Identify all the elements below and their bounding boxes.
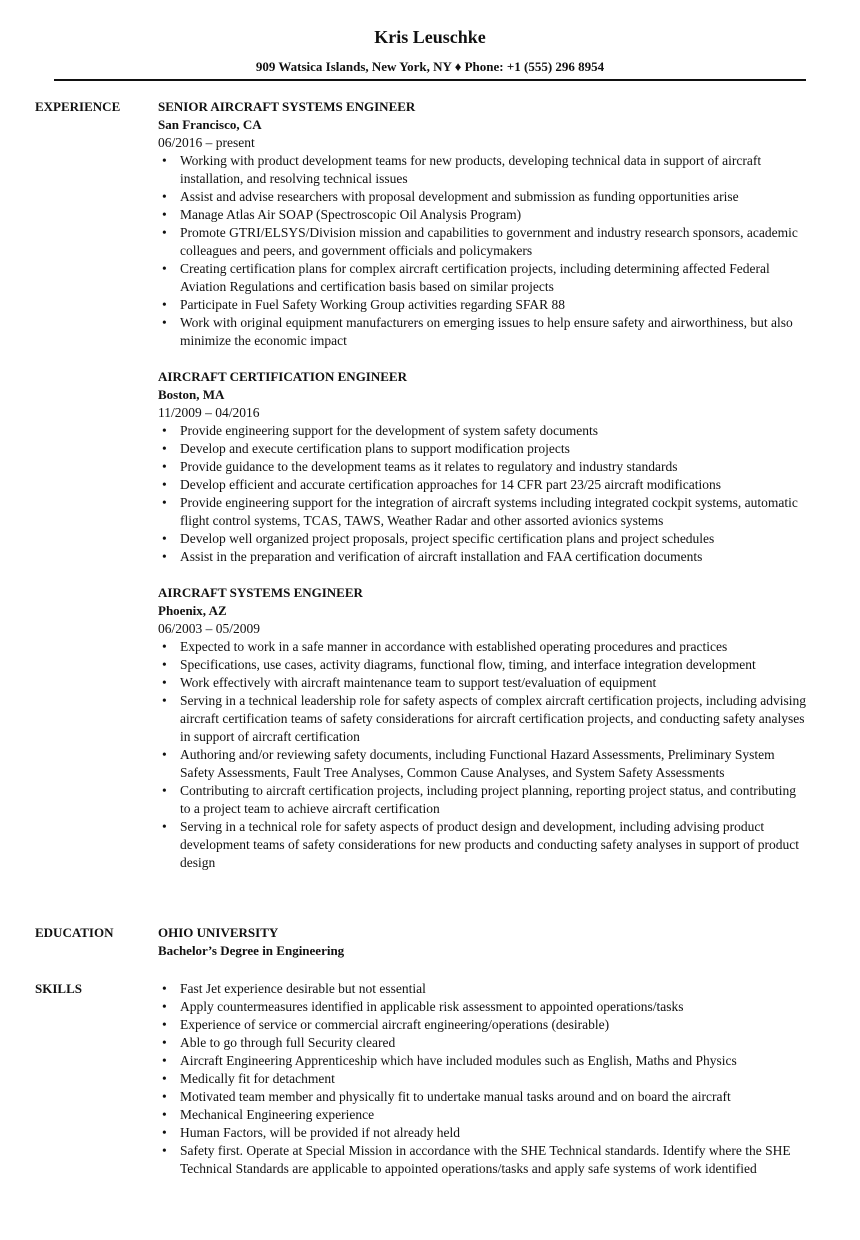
- duty-item: • Specifications, use cases, activity diagrams, functional flow, timing, and interface integration development: [158, 656, 808, 674]
- job-duties: [158, 638, 808, 872]
- job-title: AIRCRAFT SYSTEMS ENGINEER: [158, 585, 363, 600]
- skill-item: • Motivated team member and physically fit to undertake manual tasks around and on board the aircraft: [158, 1088, 808, 1106]
- skills-list: [158, 980, 808, 1178]
- duty-item: • Creating certification plans for complex aircraft certification projects, including determining affected Federal Aviation Regulations and certification basis based on similar projects: [158, 260, 808, 296]
- duty-item: • Working with product development teams for new products, developing technical data in support of aircraft installation, and resolving technical issues: [158, 152, 808, 188]
- duty-item: • Provide engineering support for the integration of aircraft systems including integrated cockpit systems, automatic flight control systems, TCAS, TAWS, Weather Radar and other assorted avionics systems: [158, 494, 808, 530]
- section-label-skills: SKILLS: [35, 981, 82, 996]
- job-title: AIRCRAFT CERTIFICATION ENGINEER: [158, 369, 407, 384]
- experience-content: [158, 98, 808, 890]
- skills-content: [158, 980, 808, 1178]
- job-dates: 11/2009 – 04/2016: [158, 405, 260, 420]
- job-location: San Francisco, CA: [158, 117, 262, 132]
- job-entry: [158, 98, 808, 350]
- skill-item: • Able to go through full Security cleared: [158, 1034, 808, 1052]
- duty-item: • Work effectively with aircraft maintenance team to support test/evaluation of equipment: [158, 674, 808, 692]
- section-label-education: EDUCATION: [35, 925, 114, 940]
- job-title: SENIOR AIRCRAFT SYSTEMS ENGINEER: [158, 99, 416, 114]
- duty-item: • Work with original equipment manufacturers on emerging issues to help ensure safety and airworthiness, but also minimize the economic impact: [158, 314, 808, 350]
- contact-line: 909 Watsica Islands, New York, NY ♦ Phone: +1 (555) 296 8954: [255, 59, 605, 74]
- job-dates: 06/2016 – present: [158, 135, 255, 150]
- skill-item: • Mechanical Engineering experience: [158, 1106, 808, 1124]
- degree-name: Bachelor’s Degree in Engineering: [158, 943, 345, 958]
- job-dates: 06/2003 – 05/2009: [158, 621, 261, 636]
- education-content: [158, 924, 808, 960]
- duty-item: • Provide engineering support for the development of system safety documents: [158, 422, 808, 440]
- duty-item: • Develop and execute certification plans to support modification projects: [158, 440, 808, 458]
- duty-item: • Expected to work in a safe manner in accordance with established operating procedures and practices: [158, 638, 808, 656]
- duty-item: • Participate in Fuel Safety Working Group activities regarding SFAR 88: [158, 296, 808, 314]
- job-duties: [158, 422, 808, 566]
- job-entry: [158, 584, 808, 872]
- skill-item: • Apply countermeasures identified in applicable risk assessment to appointed operations/tasks: [158, 998, 808, 1016]
- skill-item: • Aircraft Engineering Apprenticeship which have included modules such as English, Maths and Physics: [158, 1052, 808, 1070]
- duty-item: • Assist in the preparation and verification of aircraft installation and FAA certification documents: [158, 548, 808, 566]
- duty-item: • Assist and advise researchers with proposal development and submission as funding opportunities arise: [158, 188, 808, 206]
- duty-item: • Provide guidance to the development teams as it relates to regulatory and industry standards: [158, 458, 808, 476]
- duty-item: • Authoring and/or reviewing safety documents, including Functional Hazard Assessments, Preliminary System Safety Assessments, Fault Tree Analyses, Common Cause Analyses, and System Safety Assessments: [158, 746, 808, 782]
- duty-item: • Develop efficient and accurate certification approaches for 14 CFR part 23/25 aircraft modifications: [158, 476, 808, 494]
- section-label-experience: EXPERIENCE: [35, 99, 121, 114]
- skill-item: • Medically fit for detachment: [158, 1070, 808, 1088]
- job-entry: [158, 368, 808, 566]
- skill-item: • Human Factors, will be provided if not already held: [158, 1124, 808, 1142]
- header-divider: [54, 79, 806, 81]
- duty-item: • Promote GTRI/ELSYS/Division mission and capabilities to government and industry research sponsors, academic colleagues and peers, and government officials and policymakers: [158, 224, 808, 260]
- duty-item: • Manage Atlas Air SOAP (Spectroscopic Oil Analysis Program): [158, 206, 808, 224]
- duty-item: • Serving in a technical leadership role for safety aspects of complex aircraft certification projects, including advising aircraft certification teams of safety considerations for aircraft certification projects, and conducting safety analyses in support of aircraft certification: [158, 692, 808, 746]
- skill-item: • Experience of service or commercial aircraft engineering/operations (desirable): [158, 1016, 808, 1034]
- duty-item: • Develop well organized project proposals, project specific certification plans and project schedules: [158, 530, 808, 548]
- job-location: Boston, MA: [158, 387, 225, 402]
- duty-item: • Contributing to aircraft certification projects, including project planning, reporting project status, and contributing to a project team to achieve aircraft certification: [158, 782, 808, 818]
- job-location: Phoenix, AZ: [158, 603, 227, 618]
- school-name: OHIO UNIVERSITY: [158, 925, 279, 940]
- resume-header: [0, 24, 860, 76]
- duty-item: • Serving in a technical role for safety aspects of product design and development, including advising product development teams of safety considerations for new products and conducting safety analyses in support of product design: [158, 818, 808, 872]
- job-duties: [158, 152, 808, 350]
- skill-item: • Fast Jet experience desirable but not essential: [158, 980, 808, 998]
- skill-item: • Safety first. Operate at Special Mission in accordance with the SHE Technical standards. Identify where the SHE Technical Standards are applicable to appointed operations/tasks and apply safe systems of work identified: [158, 1142, 808, 1178]
- candidate-name: Kris Leuschke: [374, 27, 486, 47]
